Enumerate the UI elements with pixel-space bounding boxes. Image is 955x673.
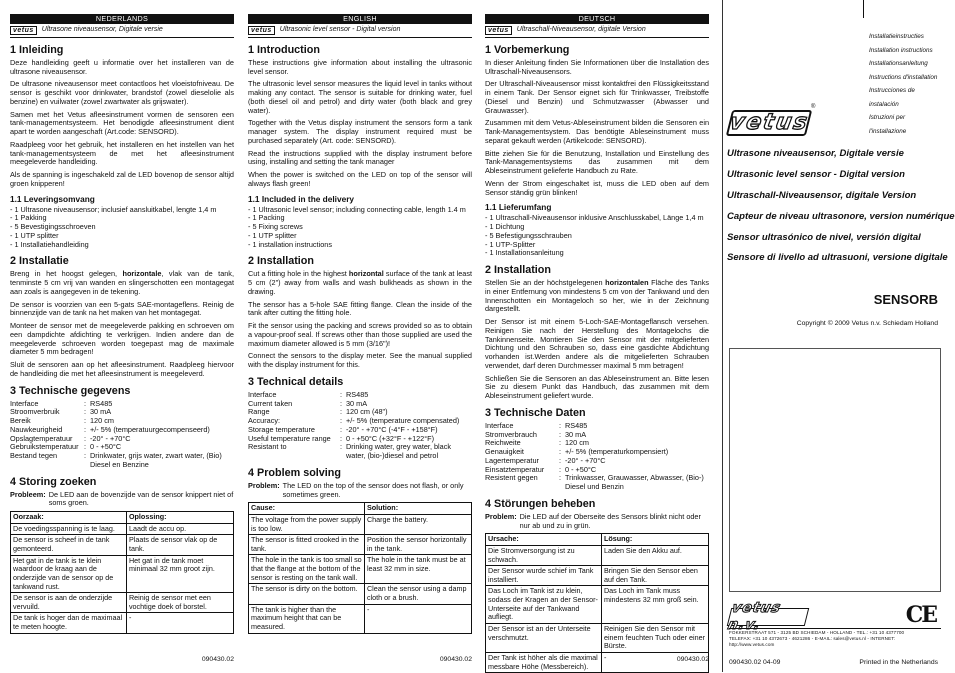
section-heading-technical: 3 Technische gegevens bbox=[10, 384, 131, 397]
table-row: Stroomverbruik : 30 mA bbox=[10, 407, 112, 417]
paragraph: De ultrasone niveausensor meet contactloos het vloeistofniveau. De sensor is geschikt voor drinkwater, brandstof (zowel dieselolie als benzine) en vuilwater (zowel zwartwater als grijswater). bbox=[10, 79, 234, 106]
table-header-row: Oorzaak: Oplossing: bbox=[11, 512, 234, 524]
table-row: De sensor is aan de onderzijde vervuild. Reinig de sensor met een vochtige doek of borstel. bbox=[11, 593, 234, 613]
list-item: Instrucciones de instalación bbox=[869, 87, 915, 108]
paragraph: Cut a fitting hole in the highest horizontal surface of the tank at least 5 cm (2") away from walls and wash bulkheads as shown in the drawing. bbox=[248, 269, 472, 296]
problem-statement: Probleem: De LED aan de bovenzijde van de sensor knippert niet of soms groen. bbox=[10, 489, 234, 508]
list-item: - 1 UTP splitter bbox=[10, 230, 59, 240]
list-item: Instructions d'installation bbox=[869, 73, 938, 81]
company-address: FOKKERSTRAAT 571 - 3125 BD SCHIEDAM - HOLLAND - TEL.: +31 10 4377700 TELEFAX: +31 10 4372673 - 4621286 - E-MAIL: sales@vetus.nl - INTERNET: http://www.vetus.com bbox=[729, 628, 941, 648]
table-row: Opslagtemperatuur : -20° - +70°C bbox=[10, 433, 131, 443]
crop-mark bbox=[863, 0, 864, 18]
document-code: 090430.02 bbox=[201, 655, 234, 663]
list-item: - 1 installation instructions bbox=[248, 239, 332, 249]
paragraph: Der Ultraschall-Niveausensor misst kontaktfrei den Flüssigkeitsstand in einem Tank. Der Sensor eignet sich für Trinkwasser, Treibstoffe (Diesel und Benzin) und Schmutzwasser (Abwasser und Grauwasser). bbox=[485, 79, 709, 115]
table-row: Resistant to : Drinking water, grey water, black water, (bio-)diesel and petrol bbox=[248, 442, 452, 461]
table-row: Genauigkeit : +/- 5% (temperaturkompensiert) bbox=[485, 447, 669, 457]
subtitle-text: Ultraschall-Niveausensor, digitale Version bbox=[516, 26, 646, 34]
cover-panel bbox=[722, 0, 955, 672]
column-subtitle bbox=[248, 24, 472, 38]
product-title: Ultraschall-Niveausensor, digitale Version bbox=[727, 189, 917, 201]
section-heading-installation: 2 Installation bbox=[485, 264, 551, 277]
paragraph: The ultrasonic level sensor measures the liquid level in tanks without making any contact. The sensor is suitable for drinking water, fuel (both diesel oil and petrol) and dirty water (both black and grey water). bbox=[248, 79, 472, 115]
list-item: - 1 Ultrasonic level sensor; including connecting cable, length 1.4 m bbox=[248, 204, 466, 214]
table-header-row: Cause: Solution: bbox=[249, 503, 472, 515]
problem-statement: Problem: Die LED auf der Oberseite des Sensors blinkt nicht oder nur ab und zu in grün. bbox=[485, 511, 701, 530]
document-code: 090430.02 bbox=[676, 655, 709, 663]
paragraph: Als de spanning is ingeschakeld zal de LED bovenop de sensor altijd groen knipperen! bbox=[10, 170, 234, 188]
table-row: Nauwkeurigheid : +/- 5% (temperatuurgecompenseerd) bbox=[10, 424, 210, 434]
table-row: Accuracy: : +/- 5% (temperature compensated) bbox=[248, 416, 460, 426]
table-row: Het gat in de tank is te klein waardoor de kraag aan de onderzijde van de sensor op de tankwand rust. Het gat in de tank moet minimaal 32 mm groot zijn. bbox=[11, 555, 234, 593]
troubleshooting-table bbox=[248, 502, 472, 633]
paragraph: Bitte ziehen Sie für die Benutzung, Installation und Einstellung des Tank-Managementsystems das zusammen mit dem Ableseinstrument gelieferte Handbuch zu Rate. bbox=[485, 148, 709, 176]
list-item: - 1 Ultraschall-Niveausensor inklusive Anschlusskabel, Länge 1,4 m bbox=[485, 213, 704, 223]
problem-statement: Problem: The LED on the top of the sensor does not flash, or only sometimes green. bbox=[248, 480, 464, 499]
table-row: Interface : RS485 bbox=[10, 398, 113, 408]
language-header: DEUTSCH bbox=[485, 14, 709, 24]
paragraph: These instructions give information about installing the ultrasonic level sensor. bbox=[248, 57, 472, 76]
list-item: - 1 UTP-Splitter bbox=[485, 239, 536, 249]
table-row: Range : 120 cm (48") bbox=[248, 407, 388, 417]
paragraph: Zusammen mit dem Vetus-Ableseinstrument bilden die Sensoren ein Tank-Managementsystem. Das benötigte Ableseinstrument muss separat gekauft werden (Artikelcode: SENSORD). bbox=[485, 118, 709, 145]
spec-table bbox=[248, 391, 472, 461]
paragraph: Connect the sensors to the display meter. See the manual supplied with the display instrument for this. bbox=[248, 351, 472, 370]
table-row: De voedingsspanning is te laag. Laadt de accu op. bbox=[11, 523, 234, 535]
document-code: 090430.02 bbox=[439, 655, 472, 663]
table-row: Reichweite : 120 cm bbox=[485, 438, 589, 448]
paragraph: Wenn der Strom eingeschaltet ist, muss die LED oben auf dem Sensor ständig grün blinken! bbox=[485, 178, 709, 197]
list-item: - 5 Bevestigingsschroeven bbox=[10, 222, 96, 232]
document-code-date: 090430.02 04-09 bbox=[729, 658, 781, 666]
table-row: The tank is higher than the maximum height that can be measured. - bbox=[249, 604, 472, 633]
vetus-nv-logo: vetus n.v. bbox=[727, 608, 809, 626]
vetus-logo-small: vetus bbox=[248, 26, 275, 35]
column-dutch bbox=[10, 14, 234, 664]
table-row: Current taken : 30 mA bbox=[248, 398, 368, 408]
table-row: Lagertemperatur : -20° - +70°C bbox=[485, 455, 606, 465]
column-english bbox=[248, 14, 472, 664]
delivery-list bbox=[10, 206, 234, 250]
section-heading-introduction: 1 Inleiding bbox=[10, 44, 64, 56]
paragraph: Stellen Sie an der höchstgelegenen horizontalen Fläche des Tanks in einer Entfernung von mindestens 5 cm von der Tankwand und den Innenschotten ein Montageloch so her, wie in der Zeichnung dargestellt. bbox=[485, 278, 709, 314]
section-heading-troubleshooting: 4 Storing zoeken bbox=[10, 475, 97, 488]
paragraph: Read the instructions supplied with the display instrument before using, installing and setting the tank manager bbox=[248, 148, 472, 167]
list-item: - 1 UTP splitter bbox=[248, 230, 297, 240]
table-row: Die Stromversorgung ist zu schwach. Laden Sie den Akku auf. bbox=[486, 545, 709, 565]
list-item: - 1 Pakking bbox=[10, 213, 47, 223]
list-item: Istruzioni per l'installazione bbox=[869, 114, 907, 135]
paragraph: Raadpleeg voor het gebruik, het installeren en het instellen van het tank-managementsysteem de met het afleesinstrument meegeleverde handleiding. bbox=[10, 139, 234, 167]
table-row: The sensor is fitted crooked in the tank. Position the sensor horizontally in the tank. bbox=[249, 535, 472, 555]
column-subtitle bbox=[485, 24, 709, 38]
section-heading-troubleshooting: 4 Problem solving bbox=[248, 466, 341, 479]
product-code: SENSORB bbox=[873, 292, 938, 307]
list-item: - 1 Ultrasone niveausensor; inclusief aansluitkabel, lengte 1,4 m bbox=[10, 204, 217, 214]
list-item: Installationsanleitung bbox=[869, 60, 928, 67]
table-row: Gebruikstemperatuur : 0 - +50°C bbox=[10, 442, 122, 452]
paragraph: De sensor is voorzien van een 5-gats SAE-montageflens. Reinig de binnenzijde van de tank na het maken van het montagegat. bbox=[10, 299, 234, 318]
product-title: Ultrasone niveausensor, Digitale versie bbox=[727, 148, 904, 159]
table-row: De tank is hoger dan de maximaal te meten hoogte. - bbox=[11, 613, 234, 633]
subtitle-text: Ultrasone niveausensor, Digitale versie bbox=[41, 26, 163, 34]
section-heading-technical: 3 Technical details bbox=[248, 375, 344, 388]
paragraph: Fit the sensor using the packing and screws provided so as to obtain a vapour-proof seal. If screws other than those supplied are used the maximum diameter allowed is 5 mm (3/16")! bbox=[248, 321, 472, 348]
troubleshooting-table bbox=[10, 511, 234, 634]
paragraph: Der Sensor ist mit einem 5-Loch-SAE-Montageflansch versehen. Reinigen Sie nach der Herstellung des Montagelochs die Tankinnenseite. Montieren Sie den Sensor mit der mitgelieferten Dichtung und den Schrauben so, dass eine gasdichte Abdichtung vorhanden ist.Werden andere als die mitgelieferten Schrauben verwendet, darf deren Durchmesser maximal 5 mm betragen! bbox=[485, 317, 709, 370]
list-item: - 1 Dichtung bbox=[485, 222, 525, 232]
paragraph: Together with the Vetus display instrument the sensors form a tank manager system. The display instrument required must be purchased separately (Art. code: SENSORD). bbox=[248, 118, 472, 145]
copyright: Copyright © 2009 Vetus n.v. Schiedam Holland bbox=[796, 320, 938, 327]
printed-in: Printed in the Netherlands bbox=[859, 658, 938, 666]
list-item: Installation instructions bbox=[869, 46, 933, 54]
table-row: Der Sensor ist an der Unterseite verschmutzt. Reinigen Sie den Sensor mit einem feuchten Tuch oder einer Bürste. bbox=[486, 624, 709, 653]
vetus-logo-small: vetus bbox=[485, 26, 512, 35]
section-heading-delivery: 1.1 Included in the delivery bbox=[248, 193, 355, 204]
section-heading-installation: 2 Installation bbox=[248, 255, 314, 268]
product-title: Sensore di livello ad ultrasuoni, versione digitale bbox=[727, 252, 948, 264]
table-row: Interface : RS485 bbox=[248, 389, 369, 399]
table-row: De sensor is scheef in de tank gemonteerd. Plaats de sensor vlak op de tank. bbox=[11, 535, 234, 555]
section-heading-troubleshooting: 4 Störungen beheben bbox=[485, 497, 596, 510]
paragraph: Sluit de sensoren aan op het afleesinstrument. Raadpleeg hiervoor de handleiding die met het afleesinstrument is meegeleverd. bbox=[10, 360, 234, 378]
ce-mark-icon: CE bbox=[905, 602, 936, 628]
language-header: NEDERLANDS bbox=[10, 14, 234, 24]
list-item: - 1 Installationsanleitung bbox=[485, 248, 564, 258]
table-row: Resistent gegen : Trinkwasser, Grauwasser, Abwasser, (Bio-) Diesel und Benzin bbox=[485, 473, 704, 492]
paragraph: Breng in het hoogst gelegen, horizontale, vlak van de tank, tenminste 5 cm vrij van wanden en slingerschotten een montagegat aan zoals is aangegeven in de tekening. bbox=[10, 269, 234, 296]
list-item: - 5 Befestigungsschrauben bbox=[485, 230, 572, 240]
paragraph: Schließen Sie die Sensoren an das Ableseinstrument an. Bitte lesen Sie zu diesem Punkt das Handbuch, das zusammen mit dem Ableseinstrument geliefert wurde. bbox=[485, 373, 709, 401]
product-titles bbox=[727, 148, 955, 273]
language-header: ENGLISH bbox=[248, 14, 472, 24]
list-item: - 1 Packing bbox=[248, 213, 285, 223]
list-item: - 5 Fixing screws bbox=[248, 222, 303, 232]
delivery-list bbox=[248, 206, 472, 250]
table-row: Der Tank ist höher als die maximal messbare Höhe (Messbereich). - bbox=[486, 652, 709, 672]
product-title: Sensor ultrasónico de nivel, versión digital bbox=[727, 231, 921, 243]
table-row: Interface : RS485 bbox=[485, 420, 588, 430]
section-heading-delivery: 1.1 Leveringsomvang bbox=[10, 193, 95, 204]
product-title: Capteur de niveau ultrasonore, version numérique bbox=[727, 210, 955, 222]
table-row: Einsatztemperatur : 0 - +50°C bbox=[485, 464, 597, 474]
spec-table bbox=[485, 422, 709, 492]
paragraph: In dieser Anleitung finden Sie Informationen über die Installation des Ultraschall-Niveausensors. bbox=[485, 57, 709, 76]
product-title: Ultrasonic level sensor - Digital version bbox=[727, 168, 905, 180]
drawing-area bbox=[729, 348, 941, 592]
troubleshooting-table bbox=[485, 533, 709, 673]
table-row: The hole in the tank is too small so that the flange at the bottom of the sensor is resting on the tank wall. The hole in the tank must be at least 32 mm in size. bbox=[249, 555, 472, 584]
list-item: - 1 Installatiehandleiding bbox=[10, 239, 89, 249]
table-row: The voltage from the power supply is too low. Charge the battery. bbox=[249, 514, 472, 534]
table-row: Storage temperature : -20° - +70°C (-4°F - +158°F) bbox=[248, 424, 438, 434]
table-row: Stromverbrauch : 30 mA bbox=[485, 429, 587, 439]
section-heading-introduction: 1 Introduction bbox=[248, 44, 320, 56]
vetus-logo: vetus bbox=[727, 109, 811, 135]
column-subtitle bbox=[10, 24, 234, 38]
table-row: Useful temperature range : 0 - +50°C (+32°F - +122°F) bbox=[248, 433, 435, 443]
paragraph: Samen met het Vetus afleesinstrument vormen de sensoren een tank-managementsysteem. Het benodigde afleesinstrument dient apart te worden aangeschaft (Art.code: SENSORD). bbox=[10, 109, 234, 137]
table-row: Bestand tegen : Drinkwater, grijs water, zwart water, (Bio) Diesel en Benzine bbox=[10, 451, 222, 469]
table-row: Der Sensor wurde schief im Tank installiert. Bringen Sie den Sensor eben auf den Tank. bbox=[486, 566, 709, 586]
table-row: Das Loch im Tank ist zu klein, sodass der Kragen an der Sensor-Unterseite auf der Tankwand aufliegt. Das Loch im Tank muss mindestens 32 mm groß sein. bbox=[486, 586, 709, 624]
section-heading-introduction: 1 Vorbemerkung bbox=[485, 44, 570, 56]
paragraph: Monteer de sensor met de meegeleverde pakking en schroeven om een dampdichte afdichting te verkrijgen. Indien andere dan de meegeleverde schroeven worden toegepast mag de maximale diameter 5 mm bedragen! bbox=[10, 321, 234, 357]
section-heading-technical: 3 Technische Daten bbox=[485, 406, 586, 419]
subtitle-text: Ultrasonic level sensor - Digital version bbox=[279, 26, 401, 34]
paragraph: When the power is switched on the LED on top of the sensor will always flash green! bbox=[248, 170, 472, 188]
paragraph: Deze handleiding geeft u informatie over het installeren van de ultrasone niveausensor. bbox=[10, 57, 234, 76]
table-row: Bereik : 120 cm bbox=[10, 416, 114, 426]
delivery-list bbox=[485, 214, 709, 258]
registered-mark: ® bbox=[811, 104, 816, 110]
section-heading-delivery: 1.1 Lieferumfang bbox=[485, 202, 552, 213]
paragraph: The sensor has a 5-hole SAE fitting flange. Clean the inside of the tank after cutting the fitting hole. bbox=[248, 299, 472, 318]
spec-table bbox=[10, 400, 234, 470]
list-item: Installatieinstructies bbox=[869, 33, 924, 40]
column-german bbox=[485, 14, 709, 671]
table-header-row: Ursache: Lösung: bbox=[486, 534, 709, 546]
table-row: The sensor is dirty on the bottom. Clean the sensor using a damp cloth or a brush. bbox=[249, 584, 472, 604]
vetus-logo-small: vetus bbox=[10, 26, 37, 35]
section-heading-installation: 2 Installatie bbox=[10, 255, 69, 268]
